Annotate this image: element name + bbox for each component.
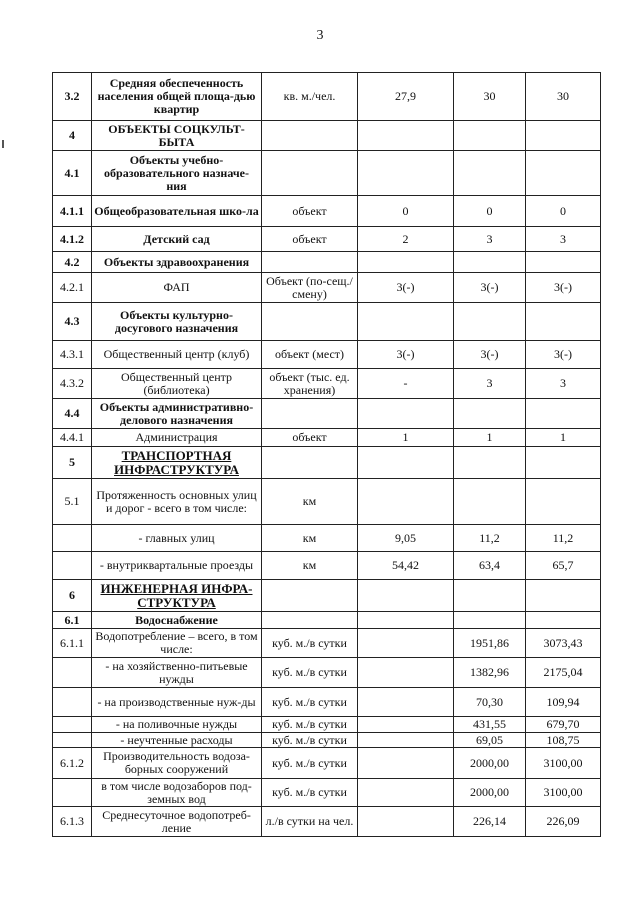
value-cell-3 [526,658,601,688]
value-cell-2 [454,717,526,733]
value-cell-1 [358,525,454,552]
indicator-name-text: Производительность водоза-борных сооружений [103,749,250,776]
value-cell-1 [358,447,454,479]
value-cell-2 [454,303,526,341]
indicator-name-text: Общеобразовательная шко-ла [94,203,259,218]
value-cell-3 [526,252,601,273]
indicator-name-cell [92,807,262,837]
table-row [53,447,601,479]
row-number-text: 3.2 [64,89,80,103]
unit-text: куб. м./в сутки [272,732,347,747]
table-row [53,121,601,151]
unit-text: объект [292,430,327,444]
value-text-3: 109,94 [546,694,580,709]
value-text-1: 54,42 [392,558,419,572]
value-cell-3 [526,303,601,341]
unit-cell [262,688,358,717]
unit-cell [262,748,358,779]
value-cell-3 [526,717,601,733]
indicator-name-text: Средняя обеспеченность населения общей площа-дью квартир [97,76,256,116]
row-number-text: 4.3 [64,314,80,328]
unit-cell [262,779,358,807]
value-cell-1 [358,779,454,807]
indicator-name-cell [92,303,262,341]
value-cell-1 [358,121,454,151]
value-text-2: 11,2 [479,530,500,545]
unit-text: куб. м./в сутки [272,665,347,679]
row-number-cell [53,658,92,688]
row-number-text: 4.4.1 [60,430,84,444]
row-number-text: 6.1.1 [60,635,84,650]
indicator-name-text: ФАП [163,280,190,294]
row-number-cell [53,447,92,479]
value-cell-1 [358,658,454,688]
value-cell-3 [526,73,601,121]
value-cell-3 [526,429,601,447]
value-cell-3 [526,196,601,227]
unit-text: объект (тыс. ед. хранения) [269,369,350,397]
table-row [53,303,601,341]
indicator-name-cell [92,779,262,807]
value-cell-1 [358,629,454,658]
indicator-name-cell [92,73,262,121]
value-cell-2 [454,779,526,807]
unit-cell [262,399,358,429]
table-row [53,399,601,429]
value-cell-3 [526,121,601,151]
indicator-name-text: Администрация [135,430,218,444]
value-cell-2 [454,807,526,837]
value-cell-3 [526,151,601,196]
value-cell-3 [526,733,601,748]
table-row [53,429,601,447]
value-text-1: 27,9 [395,89,416,103]
row-number-text: 4.3.2 [60,376,84,390]
value-text-2: 3 [486,376,493,390]
indicator-name-cell [92,688,262,717]
value-cell-2 [454,447,526,479]
value-cell-1 [358,196,454,227]
table-row [53,717,601,733]
indicator-name-text: Среднесуточное водопотреб-ление [102,807,251,835]
row-number-text: 4.1 [64,165,80,180]
unit-cell [262,151,358,196]
value-cell-3 [526,612,601,629]
indicator-name-text: ТРАНСПОРТНАЯ ИНФРАСТРУКТУРА [114,447,239,477]
indicator-name-cell [92,612,262,629]
row-number-text: 4 [69,128,75,142]
row-number-text: 6.1.3 [60,814,84,828]
value-text-1: - [403,376,408,390]
value-cell-2 [454,429,526,447]
table-row [53,196,601,227]
table-row [53,227,601,252]
indicator-name-text: - главных улиц [138,530,215,545]
indicator-name-text: - на поливочные нужды [115,717,238,731]
unit-cell [262,196,358,227]
row-number-cell [53,273,92,303]
value-cell-2 [454,612,526,629]
table-row [53,748,601,779]
table-row [53,479,601,525]
value-cell-3 [526,748,601,779]
value-cell-2 [454,733,526,748]
value-cell-1 [358,688,454,717]
indicator-name-text: Объекты здравоохранения [103,254,250,269]
indicator-name-cell [92,151,262,196]
table-row [53,525,601,552]
indicator-name-text: - неучтенные расходы [120,732,233,747]
value-cell-1 [358,227,454,252]
value-text-3: 108,75 [546,732,580,747]
value-cell-3 [526,807,601,837]
value-text-3: 3 [560,231,566,246]
row-number-cell [53,227,92,252]
row-number-cell [53,733,92,748]
value-text-3: 3073,43 [543,635,583,650]
unit-text: объект [292,231,327,246]
row-number-cell [53,807,92,837]
value-text-3: 1 [560,430,566,444]
unit-text: л./в сутки на чел. [265,814,354,828]
row-number-cell [53,429,92,447]
value-cell-2 [454,227,526,252]
indicator-name-text: в том числе водозаборов под-земных вод [101,778,252,806]
table-row [53,369,601,399]
indicator-name-cell [92,121,262,151]
unit-cell [262,525,358,552]
value-text-2: 70,30 [476,694,503,709]
table-row [53,612,601,629]
indicator-name-cell [92,252,262,273]
indicator-name-cell [92,525,262,552]
row-number-cell [53,612,92,629]
value-cell-2 [454,73,526,121]
value-text-3: 2175,04 [543,665,583,679]
value-cell-2 [454,629,526,658]
value-cell-1 [358,807,454,837]
row-number-text: 4.4 [64,406,80,420]
value-cell-3 [526,580,601,612]
unit-text: Объект (по-сещ./смену) [266,273,353,301]
table-row [53,552,601,580]
value-text-2: 431,55 [473,717,506,731]
row-number-cell [53,151,92,196]
value-cell-2 [454,273,526,303]
value-cell-2 [454,341,526,369]
indicator-name-text: - на хозяйственно-питьевые нужды [105,658,248,686]
value-cell-2 [454,196,526,227]
table-row [53,252,601,273]
indicator-name-cell [92,629,262,658]
table-row [53,779,601,807]
row-number-text: 4.1.1 [60,203,84,218]
row-number-cell [53,688,92,717]
unit-cell [262,273,358,303]
value-text-2: 69,05 [476,732,503,747]
row-number-cell [53,196,92,227]
indicator-name-text: Объекты административно-делового назначения [99,399,254,427]
value-cell-3 [526,552,601,580]
value-cell-2 [454,748,526,779]
page-number: 3 [316,28,324,43]
value-cell-2 [454,658,526,688]
unit-text: объект (мест) [274,347,345,361]
value-cell-1 [358,273,454,303]
value-cell-3 [526,447,601,479]
indicator-name-text: - внутриквартальные проезды [99,558,254,572]
scan-margin-mark [2,140,4,148]
row-number-text: 4.3.1 [60,347,84,361]
unit-text: куб. м./в сутки [272,785,347,799]
table-row [53,73,601,121]
value-cell-3 [526,629,601,658]
value-text-2: 3(-) [480,280,499,294]
value-cell-3 [526,779,601,807]
table-row [53,658,601,688]
row-number-text: 6.1.2 [60,755,84,770]
value-text-2: 3(-) [480,347,499,361]
indicator-name-text: Водоснабжение [135,612,218,627]
row-number-cell [53,629,92,658]
row-number-text: 4.2.1 [60,280,84,294]
value-text-2: 2000,00 [470,755,509,770]
value-text-3: 3 [560,376,566,390]
indicator-name-text: Объекты учебно-образовательного назначе-ния [104,152,249,193]
table-row [53,341,601,369]
table-body [53,73,601,837]
unit-cell [262,717,358,733]
value-cell-3 [526,369,601,399]
table-row [53,807,601,837]
unit-cell [262,479,358,525]
value-text-3: 226,09 [546,814,580,828]
value-text-1: 3(-) [396,347,415,361]
value-text-1: 9,05 [395,530,416,545]
value-text-3: 679,70 [546,717,580,731]
unit-text: кв. м./чел. [283,89,336,103]
unit-cell [262,658,358,688]
row-number-text: 4.2 [64,254,80,269]
unit-cell [262,629,358,658]
value-cell-1 [358,399,454,429]
row-number-cell [53,341,92,369]
unit-text: км [302,558,317,572]
indicator-name-text: Протяженность основных улиц и дорог - всего в том числе: [96,487,257,515]
value-text-1: 2 [402,231,409,246]
indicator-name-text: Водопотребление – всего, в том числе: [95,629,258,656]
value-text-2: 30 [483,89,496,103]
value-cell-1 [358,151,454,196]
unit-text: куб. м./в сутки [272,717,347,731]
indicator-name-cell [92,552,262,580]
value-text-2: 1951,86 [470,635,509,650]
value-cell-1 [358,73,454,121]
row-number-cell [53,303,92,341]
value-cell-2 [454,580,526,612]
value-cell-2 [454,121,526,151]
value-cell-3 [526,399,601,429]
indicator-name-text: ИНЖЕНЕРНАЯ ИНФРА-СТРУКТУРА [100,580,253,610]
indicator-name-text: - на производственные нуж-ды [97,694,256,709]
row-number-text: 6.1 [64,612,80,627]
unit-cell [262,807,358,837]
row-number-text: 4.1.2 [60,231,84,246]
unit-cell [262,227,358,252]
unit-cell [262,580,358,612]
indicator-name-cell [92,369,262,399]
row-number-cell [53,73,92,121]
table-row [53,629,601,658]
value-cell-2 [454,479,526,525]
value-cell-2 [454,688,526,717]
indicator-name-cell [92,447,262,479]
value-cell-2 [454,399,526,429]
value-cell-2 [454,552,526,580]
value-cell-1 [358,303,454,341]
indicator-name-text: Детский сад [143,231,210,246]
value-cell-1 [358,429,454,447]
value-cell-1 [358,341,454,369]
value-text-2: 226,14 [473,814,506,828]
indicator-name-cell [92,479,262,525]
value-text-2: 0 [486,203,493,218]
value-text-1: 1 [402,430,409,444]
unit-cell [262,369,358,399]
value-cell-3 [526,341,601,369]
row-number-cell [53,369,92,399]
value-text-3: 0 [560,203,566,218]
row-number-cell [53,580,92,612]
indicator-name-cell [92,399,262,429]
value-text-2: 2000,00 [470,785,509,799]
value-cell-1 [358,717,454,733]
row-number-cell [53,717,92,733]
indicator-name-cell [92,580,262,612]
table-row [53,580,601,612]
indicator-name-text: Общественный центр (библиотека) [120,369,233,397]
value-text-2: 1 [486,430,493,444]
row-number-cell [53,748,92,779]
indicator-name-cell [92,341,262,369]
row-number-text: 5.1 [64,494,80,508]
indicators-table [52,72,601,837]
value-cell-1 [358,369,454,399]
value-text-3: 3(-) [554,280,572,294]
value-text-3: 3100,00 [543,755,583,770]
indicator-name-text: ОБЪЕКТЫ СОЦКУЛЬТ-БЫТА [108,121,245,149]
table-row [53,733,601,748]
unit-cell [262,429,358,447]
row-number-cell [53,252,92,273]
value-cell-2 [454,252,526,273]
value-cell-1 [358,612,454,629]
value-text-2: 1382,96 [470,665,509,679]
value-text-2: 63,4 [479,558,500,572]
value-text-3: 30 [557,89,569,103]
value-text-1: 0 [402,203,409,218]
unit-cell [262,341,358,369]
unit-cell [262,733,358,748]
unit-cell [262,252,358,273]
value-cell-1 [358,733,454,748]
unit-cell [262,303,358,341]
value-cell-3 [526,688,601,717]
indicator-name-cell [92,429,262,447]
indicator-name-cell [92,748,262,779]
indicator-name-cell [92,273,262,303]
unit-cell [262,612,358,629]
value-cell-2 [454,525,526,552]
table-row [53,273,601,303]
unit-cell [262,447,358,479]
unit-text: км [302,530,317,545]
value-cell-2 [454,151,526,196]
unit-cell [262,552,358,580]
unit-cell [262,121,358,151]
value-cell-3 [526,273,601,303]
indicator-name-cell [92,717,262,733]
row-number-cell [53,552,92,580]
value-cell-1 [358,479,454,525]
indicator-name-cell [92,733,262,748]
indicator-name-cell [92,227,262,252]
value-cell-1 [358,252,454,273]
value-cell-1 [358,580,454,612]
table-row [53,151,601,196]
value-text-2: 3 [486,231,493,246]
unit-text: куб. м./в сутки [272,635,347,650]
table-row [53,688,601,717]
indicator-name-cell [92,658,262,688]
unit-text: куб. м./в сутки [272,755,347,770]
value-text-3: 65,7 [552,558,574,572]
value-cell-3 [526,479,601,525]
unit-cell [262,73,358,121]
row-number-cell [53,399,92,429]
value-text-1: 3(-) [396,280,415,294]
value-cell-1 [358,748,454,779]
row-number-cell [53,121,92,151]
unit-text: объект [292,203,327,218]
row-number-cell [53,479,92,525]
unit-text: км [302,494,317,508]
indicator-name-cell [92,196,262,227]
indicator-name-text: Общественный центр (клуб) [103,347,250,361]
row-number-cell [53,779,92,807]
value-text-3: 3100,00 [543,785,583,799]
indicator-name-text: Объекты культурно-досугового назначения [114,307,239,335]
value-text-3: 3(-) [554,347,572,361]
value-text-3: 11,2 [552,530,574,545]
row-number-text: 5 [69,455,75,469]
row-number-cell [53,525,92,552]
value-cell-2 [454,369,526,399]
row-number-text: 6 [69,588,75,602]
value-cell-3 [526,525,601,552]
value-cell-1 [358,552,454,580]
unit-text: куб. м./в сутки [272,694,347,709]
value-cell-3 [526,227,601,252]
